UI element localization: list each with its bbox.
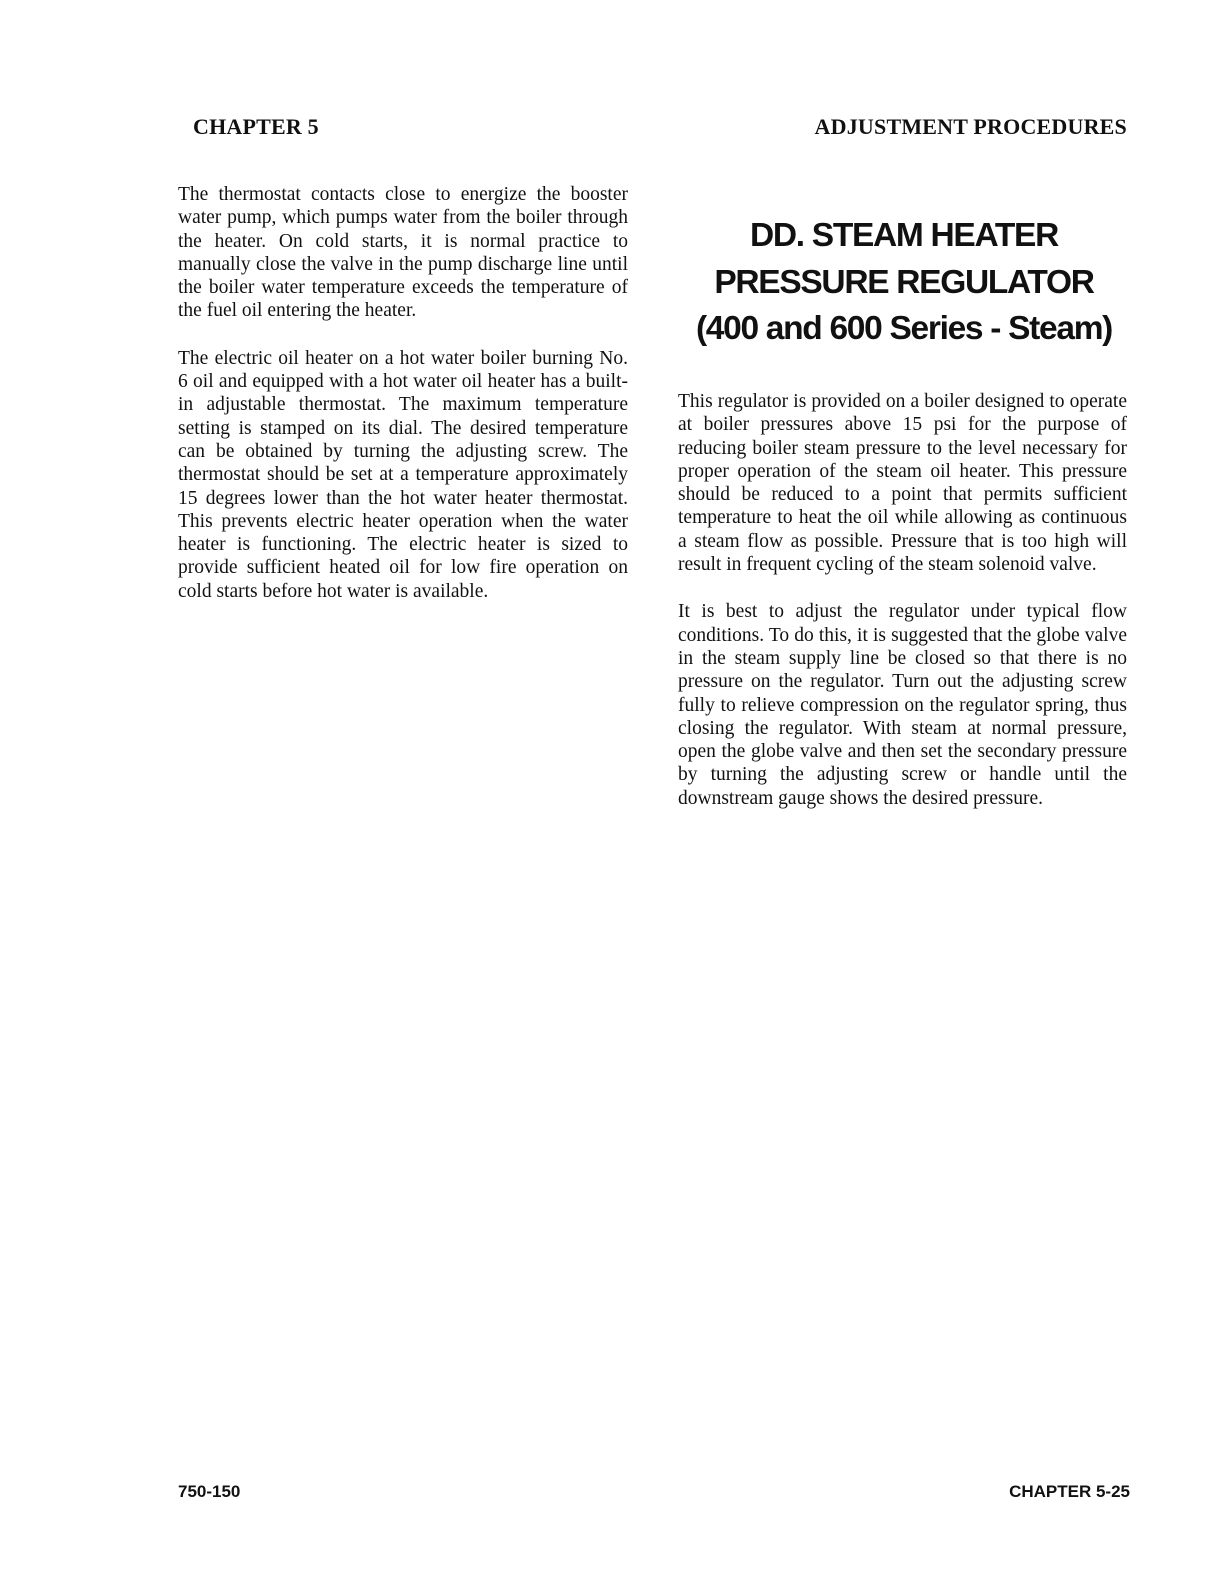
body-paragraph: This regulator is provided on a boiler designed to operate at boiler pressures above 15 psi for the purpose of reducing boiler steam pressure to the level necessary for proper operation of the steam oil heater. This pressure should be reduced to a point that permits sufficient temperature to heat the oil while allowing as continuous a steam flow as possible. Pressure that is too high will result in frequent cycling of the steam solenoid valve.	[678, 391, 1127, 576]
page-number: CHAPTER 5-25	[1009, 1482, 1130, 1501]
body-paragraph: The thermostat contacts close to energize the booster water pump, which pumps water from the boiler through the heater. On cold starts, it is normal practice to manually close the valve in the pump discharge line until the boiler water temperature exceeds the temperature of the fuel oil entering the heater.	[178, 184, 628, 322]
right-column	[678, 390, 1127, 810]
section-title-line: (400 and 600 Series - Steam)	[695, 310, 1113, 347]
section-title	[676, 213, 1132, 353]
section-title-line: DD. STEAM HEATER	[749, 217, 1058, 254]
section-title-line: PRESSURE REGULATOR	[714, 263, 1094, 301]
document-number: 750-150	[178, 1482, 241, 1501]
body-paragraph: It is best to adjust the regulator under typical flow conditions. To do this, it is suggested that the globe valve in the steam supply line be closed so that there is no pressure on the regulator. Turn out the adjusting screw fully to relieve compression on the regulator spring, thus closing the regulator. With steam at normal pressure, open the globe valve and then set the secondary pressure by turning the adjusting screw or handle until the downstream gauge shows the desired pressure.	[678, 601, 1127, 809]
body-paragraph: The electric oil heater on a hot water boiler burning No. 6 oil and equipped with a hot water oil heater has a built-in adjustable thermostat. The maximum temperature setting is stamped on its dial. The desired temperature can be obtained by turning the adjusting screw. The thermostat should be set at a temperature approximately 15 degrees lower than the hot water heater thermostat. This prevents electric heater operation when the water heater is functioning. The electric heater is sized to provide sufficient heated oil for low fire operation on cold starts before hot water is available.	[178, 347, 628, 602]
chapter-header: CHAPTER 5	[193, 114, 319, 139]
left-column	[178, 183, 628, 603]
section-header: ADJUSTMENT PROCEDURES	[814, 114, 1127, 139]
